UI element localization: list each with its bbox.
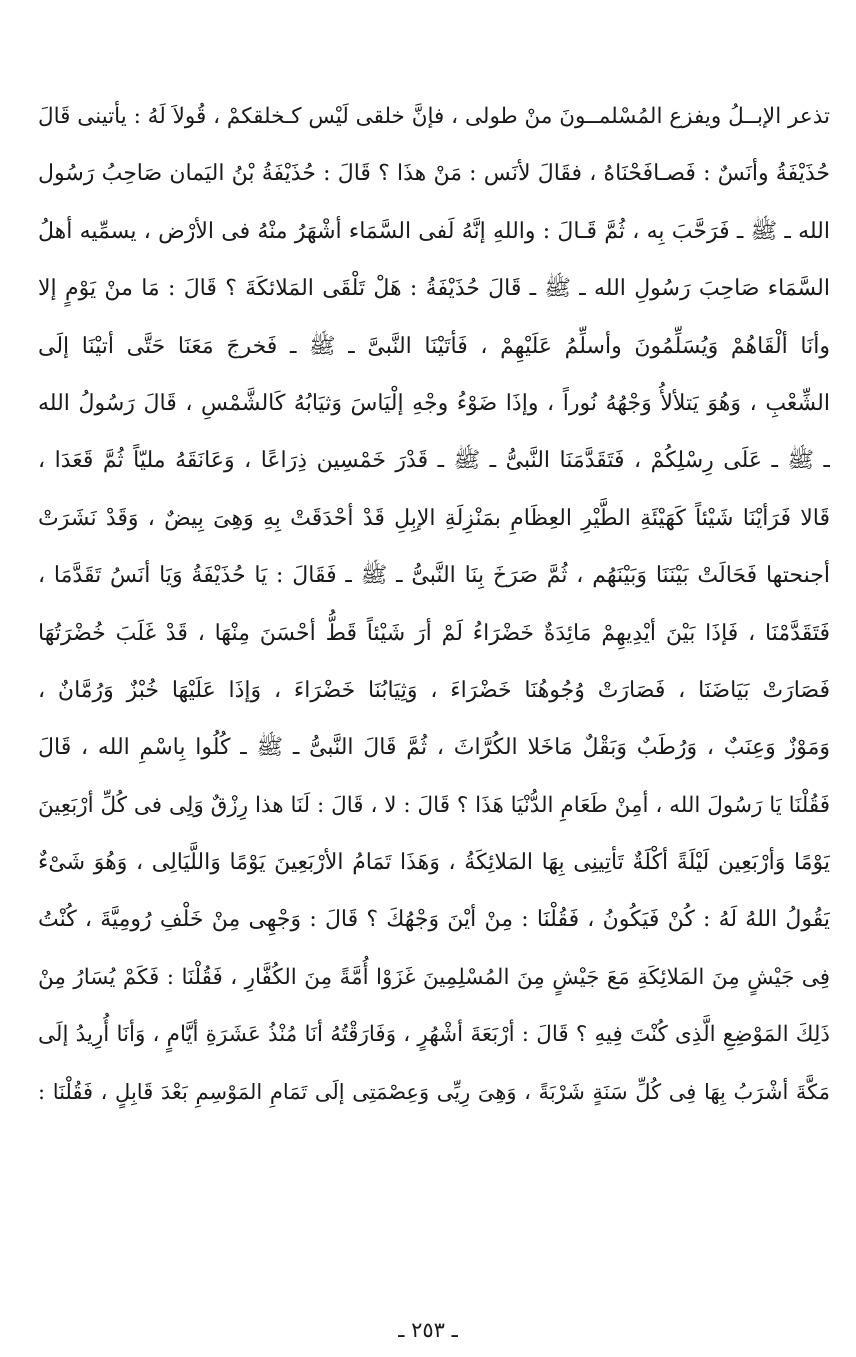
text-line: فَقُلْنَا يَا رَسُولَ الله ، أمِنْ طَعَامِ الدُّنْيَا هَذَا ؟ قَالَ : لا ، قَالَ : لَنَا هذا رِزْقٌ وَلِى فى كُلِّ أرْبَعِينَ [38, 792, 830, 818]
text-line: أجنحتها فَحَالَتْ بَيْنَنَا وَبَيْنَهُم ، ثُمَّ صَرَخَ بِنَا النَّبىُّ ـ ﷺ ـ فَقَالَ : يَا حُذَيْفَةُ وَيَا أنَسُ تَقَدَّمَا ، [38, 563, 830, 589]
text-line: ـ ﷺ ـ عَلَى رِسْلِكُمْ ، فَتَقَدَّمَنَا النَّبىُّ ـ ﷺ ـ قَدْرَ خَمْسِين ذِرَاعًا ، وَعَانَقَهُ مليّاً ثُمَّ قَعَدَا ، [38, 448, 830, 474]
text-line: قَالا فَرَأيْنَا شَيْئاً كَهَيْئَةِ الطَّيْرِ العِظَامِ بمَنْزِلَةِ الإبِلِ قَدْ أحْدَقَتْ بِهِ وَهِىَ بِيضٌ ، وَقَدْ نَشَرَتْ [38, 505, 830, 531]
body-text [38, 88, 830, 1121]
text-line: فَصَارَتْ بَيَاضَنَا ، فَصَارَتْ وُجُوهُنَا خَضْرَاءَ ، وَثِيَابُنَا خَضْرَاءَ ، وَإذَا عَلَيْهَا خُبْزٌ وَرُمَّانٌ ، [38, 677, 830, 703]
text-line: الشِّعْبِ ، وَهُوَ يَتلألأُ وَجْهُهُ نُوراً ، وإذَا ضَوْءُ وجْهِ إلْيَاسَ وَثيَابُهُ كَالشَّمْسِ ، قَالَ رَسُولُ الله [38, 390, 830, 416]
text-line: فِى جَيْشٍ مِنَ المَلائِكَةِ مَعَ جَيْشٍ مِنَ المُسْلِمِينَ غَزَوْا أُمَّةً مِنَ الكُفَّارِ ، فَقُلْنَا : فَكَمْ يُسَارُ مِنْ [38, 964, 830, 990]
text-line: يَقُولُ اللهُ لَهُ : كُنْ فَيَكُونُ ، فَقُلْنَا : مِنْ أيْنَ وَجْهُكَ ؟ قَالَ : وَجْهِى مِنْ خَلْفِ رُومِيَّةَ ، كُنْتُ [38, 907, 830, 933]
page-number: ـ ٢٥٣ ـ [398, 1318, 458, 1342]
text-line: وأنَا ألْقَاهُمْ وَيُسَلِّمُونَ وأسلِّمُ عَلَيْهِمْ ، فَأتَيْنَا النَّبىَّ ـ ﷺ ـ فَخرجَ مَعَنَا حَتَّى أتيْنَا إلَى [38, 333, 830, 359]
text-line: ذَلِكَ المَوْضِعِ الَّذِى كُنْتَ فِيهِ ؟ قَالَ : أرْبَعَةَ أشْهُرٍ ، وَفَارَقْتُهُ أنَا مُنْذُ عَشَرَةِ أيَّامٍ ، وَأنَا أُرِيدُ إلَى [38, 1022, 830, 1048]
text-line: وَمَوْزٌ وَعِنَبٌ ، وَرُطَبٌ وَبَقْلٌ مَاخَلا الكُرَّاثَ ، ثُمَّ قَالَ النَّبىُّ ـ ﷺ ـ كُلُوا بِاسْمِ الله ، قَالَ [38, 735, 830, 761]
text-line: تذعر الإبــلُ ويفزع المُسْلمــونَ منْ طولى ، فإنَّ خلقى لَيْس كـخلقكمْ ، قُولاَ لَهُ : يأتينى قَالَ [38, 104, 830, 129]
text-line: يَوْمًا وَأرْبَعِين لَيْلَةً أكْلَةٌ تَأتِينِى بِهَا المَلائِكَةُ ، وَهَذَا تَمَامُ الأرْبَعِينَ يَوْمًا وَاللَّيَالِى ، وَهُوَ شَىْءٌ [38, 850, 830, 876]
text-line: الله ـ ﷺ ـ فَرَحَّبَ بِه ، ثُمَّ قَـالَ : واللهِ إنَّهُ لَفى السَّمَاء أشْهَرُ منْهُ فى الأرْض ، يسمِّيه أهلُ [38, 218, 830, 244]
text-line: فَتَقَدَّمْنَا ، فَإذَا بَيْنَ أيْدِيهِمْ مَائِدَةٌ خَضْرَاءُ لَمْ أرَ شَيْئاً قَطُّ أحْسَنَ مِنْهَا ، قَدْ غَلَبَ خُضْرَتُهَا [38, 620, 830, 646]
text-line: السَّمَاء صَاحِبَ رَسُولِ الله ـ ﷺ ـ قَالَ حُذَيْفَةُ : هَلْ تَلْقَى المَلائكَةَ ؟ قَالَ : مَا منْ يَوْمٍ إلا [38, 276, 830, 302]
text-line: مَكَّةَ أشْرَبُ بِهَا فِى كُلِّ سَنَةٍ شَرْبَةً ، وَهِىَ رِيِّى وَعِصْمَتِى إلَى تَمَامِ المَوْسِمِ بَعْدَ قَابِلٍ ، فَقُلْنَا : [38, 1079, 830, 1104]
text-line: حُذَيْفَةُ وأنَسٌ : فَصـافَحْنَاهُ ، فقَالَ لأنَس : مَنْ هذَا ؟ قَالَ : حُذَيْفَةُ بْنُ اليَمان صَاحِبُ رَسُول [38, 161, 830, 187]
